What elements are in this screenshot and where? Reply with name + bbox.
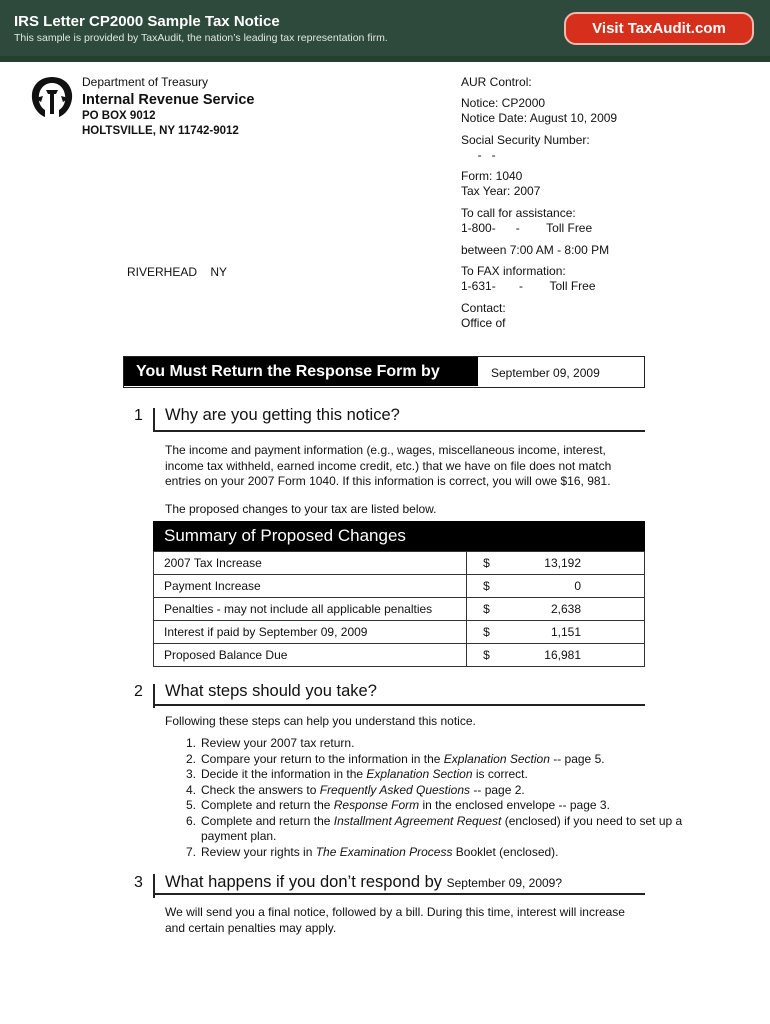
step-number: 2. bbox=[186, 751, 197, 766]
section-1-table-intro: The proposed changes to your tax are listed below. bbox=[165, 502, 437, 516]
step-text-tail: in the enclosed envelope -- page 3. bbox=[419, 798, 610, 812]
irs-eagle-logo-icon bbox=[27, 74, 77, 120]
agency-city: HOLTSVILLE, NY 11742-9012 bbox=[82, 125, 239, 137]
ssn-label: Social Security Number: bbox=[461, 133, 590, 147]
table-row bbox=[154, 598, 645, 621]
po-box: PO BOX 9012 bbox=[82, 110, 156, 122]
step-text-tail: -- page 5. bbox=[549, 751, 605, 766]
row-amount: 16,981 bbox=[507, 644, 645, 667]
promo-banner bbox=[0, 0, 770, 62]
list-item bbox=[186, 814, 691, 845]
step-text-tail: Booklet (enclosed). bbox=[452, 844, 559, 859]
row-amount: 1,151 bbox=[507, 621, 645, 644]
list-item bbox=[186, 767, 691, 783]
step-text-tail: -- page 2. bbox=[470, 782, 525, 797]
section-1-divider bbox=[153, 408, 155, 432]
contact-value: Office of bbox=[461, 316, 506, 330]
banner-title: IRS Letter CP2000 Sample Tax Notice bbox=[14, 13, 280, 30]
notice-date: Notice Date: August 10, 2009 bbox=[461, 111, 618, 125]
step-text: Check the answers to bbox=[201, 782, 320, 797]
contact-label: Contact: bbox=[461, 301, 506, 315]
step-text: Review your 2007 tax return. bbox=[201, 736, 355, 750]
section-3-heading-date: September 09, 2009? bbox=[446, 876, 563, 890]
section-2-rule bbox=[153, 704, 645, 706]
recipient-address: RIVERHEAD NY bbox=[127, 265, 228, 279]
step-emphasis: Explanation Section bbox=[366, 767, 473, 781]
step-number: 3. bbox=[186, 767, 197, 781]
row-currency: $ bbox=[467, 598, 507, 621]
table-row bbox=[154, 621, 645, 644]
section-3-heading bbox=[165, 873, 562, 892]
summary-title: Summary of Proposed Changes bbox=[153, 521, 645, 551]
section-1-rule bbox=[153, 430, 645, 432]
ssn-value: - - bbox=[461, 148, 496, 162]
agency-name: Internal Revenue Service bbox=[82, 92, 255, 108]
section-3-heading-text: What happens if you don’t respond by bbox=[165, 873, 443, 891]
section-2-number: 2 bbox=[134, 683, 143, 700]
table-row bbox=[154, 644, 645, 667]
section-2-intro: Following these steps can help you understand this notice. bbox=[165, 714, 476, 728]
assist-phone: 1-800- - Toll Free bbox=[461, 221, 593, 235]
step-emphasis: Explanation Section bbox=[443, 751, 550, 766]
response-deadline-label: You Must Return the Response Form by bbox=[124, 357, 478, 386]
step-emphasis: Frequently Asked Questions bbox=[319, 782, 471, 797]
notice-type: Notice: CP2000 bbox=[461, 96, 546, 110]
step-text: Review your rights in bbox=[201, 844, 316, 859]
step-text: Decide it the information in the bbox=[201, 767, 367, 781]
step-number: 5. bbox=[186, 798, 197, 812]
step-number: 6. bbox=[186, 813, 197, 828]
fax-phone: 1-631- - Toll Free bbox=[461, 279, 596, 293]
step-emphasis: The Examination Process bbox=[315, 844, 453, 859]
step-text-tail: is correct. bbox=[472, 767, 528, 781]
response-deadline-date: September 09, 2009 bbox=[491, 366, 600, 380]
list-item bbox=[186, 736, 691, 752]
row-description: Proposed Balance Due bbox=[154, 644, 467, 667]
step-text: Complete and return the bbox=[201, 798, 334, 812]
row-currency: $ bbox=[467, 644, 507, 667]
row-amount: 2,638 bbox=[507, 598, 645, 621]
form-number: Form: 1040 bbox=[461, 169, 523, 183]
step-text-tail: (enclosed) if you need to set up a payment plan. bbox=[201, 813, 683, 843]
aur-control: AUR Control: bbox=[461, 75, 532, 89]
department-name: Department of Treasury bbox=[82, 75, 209, 89]
list-item bbox=[186, 845, 691, 861]
row-description: Penalties - may not include all applicable penalties bbox=[154, 598, 467, 621]
step-number: 1. bbox=[186, 736, 197, 750]
row-description: Payment Increase bbox=[154, 575, 467, 598]
list-item bbox=[186, 783, 691, 799]
step-text: Complete and return the bbox=[201, 813, 334, 828]
list-item bbox=[186, 798, 691, 814]
summary-table bbox=[153, 551, 645, 667]
row-description: Interest if paid by September 09, 2009 bbox=[154, 621, 467, 644]
section-3-rule bbox=[153, 893, 645, 895]
banner-subtitle: This sample is provided by TaxAudit, the nation’s leading tax representation firm. bbox=[14, 32, 388, 44]
assist-label: To call for assistance: bbox=[461, 206, 576, 220]
step-text: Compare your return to the information in the bbox=[201, 751, 444, 766]
row-amount: 0 bbox=[507, 575, 645, 598]
section-1-paragraph: The income and payment information (e.g., wages, miscellaneous income, interest, income tax withheld, earned income credit, etc.) that we have on file does not match entries on your 2007 Form 1040. If this information is correct, you will owe $16, 981. bbox=[165, 443, 612, 488]
list-item bbox=[186, 752, 691, 768]
step-number: 7. bbox=[186, 844, 197, 859]
row-currency: $ bbox=[467, 621, 507, 644]
step-emphasis: Response Form bbox=[333, 798, 420, 812]
visit-taxaudit-button[interactable]: Visit TaxAudit.com bbox=[564, 12, 754, 45]
section-1-number: 1 bbox=[134, 407, 143, 424]
section-3-number: 3 bbox=[134, 874, 143, 891]
fax-label: To FAX information: bbox=[461, 264, 566, 278]
section-2-heading: What steps should you take? bbox=[165, 682, 377, 700]
table-row bbox=[154, 575, 645, 598]
section-3-paragraph: We will send you a final notice, followed by a bill. During this time, interest will increase and certain penalties may apply. bbox=[165, 905, 625, 935]
tax-year: Tax Year: 2007 bbox=[461, 184, 541, 198]
section-1-heading: Why are you getting this notice? bbox=[165, 406, 400, 424]
step-emphasis: Installment Agreement Request bbox=[333, 813, 502, 828]
step-number: 4. bbox=[186, 782, 197, 797]
row-amount: 13,192 bbox=[507, 552, 645, 575]
assist-hours: between 7:00 AM - 8:00 PM bbox=[461, 243, 610, 257]
row-currency: $ bbox=[467, 552, 507, 575]
row-currency: $ bbox=[467, 575, 507, 598]
steps-list bbox=[186, 736, 691, 860]
row-description: 2007 Tax Increase bbox=[154, 552, 467, 575]
response-deadline-bar bbox=[123, 356, 645, 388]
table-row bbox=[154, 552, 645, 575]
